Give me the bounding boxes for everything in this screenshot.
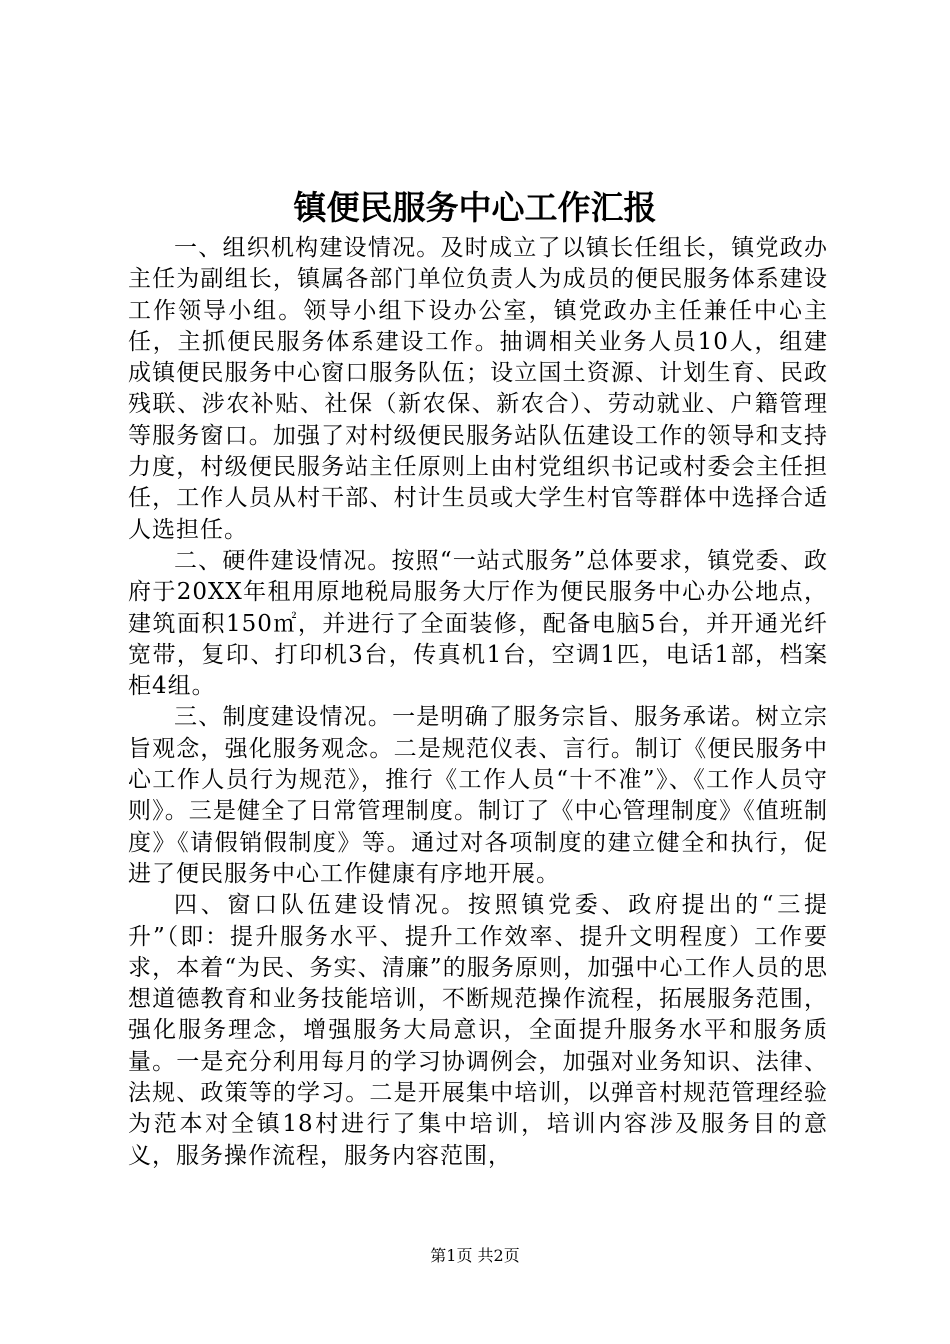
- paragraph-organization: 一、组织机构建设情况。及时成立了以镇长任组长，镇党政办主任为副组长，镇属各部门单位负责人为成员的便民服务体系建设工作领导小组。领导小组下设办公室，镇党政办主任兼任中心主任，主抓便民服务体系建设工作。抽调相关业务人员10人，组建成镇便民服务中心窗口服务队伍；设立国土资源、计划生育、民政残联、涉农补贴、社保（新农保、新农合）、劳动就业、户籍管理等服务窗口。加强了对村级便民服务站队伍建设工作的领导和支持力度，村级便民服务站主任原则上由村党组织书记或村委会主任担任，工作人员从村干部、村计生员或大学生村官等群体中选择合适人选担任。: [128, 235, 828, 543]
- paragraph-window-team: 四、窗口队伍建设情况。按照镇党委、政府提出的“三提升”（即：提升服务水平、提升工作效率、提升文明程度）工作要求，本着“为民、务实、清廉”的服务原则，加强中心工作人员的思想道德教育和业务技能培训，不断规范操作流程，拓展服务范围，强化服务理念，增强服务大局意识，全面提升服务水平和服务质量。一是充分利用每月的学习协调例会，加强对业务知识、法律、法规、政策等的学习。二是开展集中培训，以弹音村规范管理经验为范本对全镇18村进行了集中培训，培训内容涉及服务目的意义，服务操作流程，服务内容范围，: [128, 892, 828, 1169]
- page-number-footer: 第1页 共2页: [430, 1246, 520, 1265]
- paragraph-system: 三、制度建设情况。一是明确了服务宗旨、服务承诺。树立宗旨观念，强化服务观念。二是规范仪表、言行。制订《便民服务中心工作人员行为规范》，推行《工作人员“十不准”》、《工作人员守则》。三是健全了日常管理制度。制订了《中心管理制度》《值班制度》《请假销假制度》等。通过对各项制度的建立健全和执行，促进了便民服务中心工作健康有序地开展。: [128, 704, 828, 887]
- document-body: [128, 233, 828, 1172]
- paragraph-hardware: 二、硬件建设情况。按照“一站式服务”总体要求，镇党委、政府于20XX年租用原地税局服务大厅作为便民服务中心办公地点，建筑面积150㎡，并进行了全面装修，配备电脑5台，并开通光纤宽带，复印、打印机3台，传真机1台，空调1匹，电话1部，档案柜4组。: [128, 547, 828, 700]
- document-title: 镇便民服务中心工作汇报: [293, 188, 657, 227]
